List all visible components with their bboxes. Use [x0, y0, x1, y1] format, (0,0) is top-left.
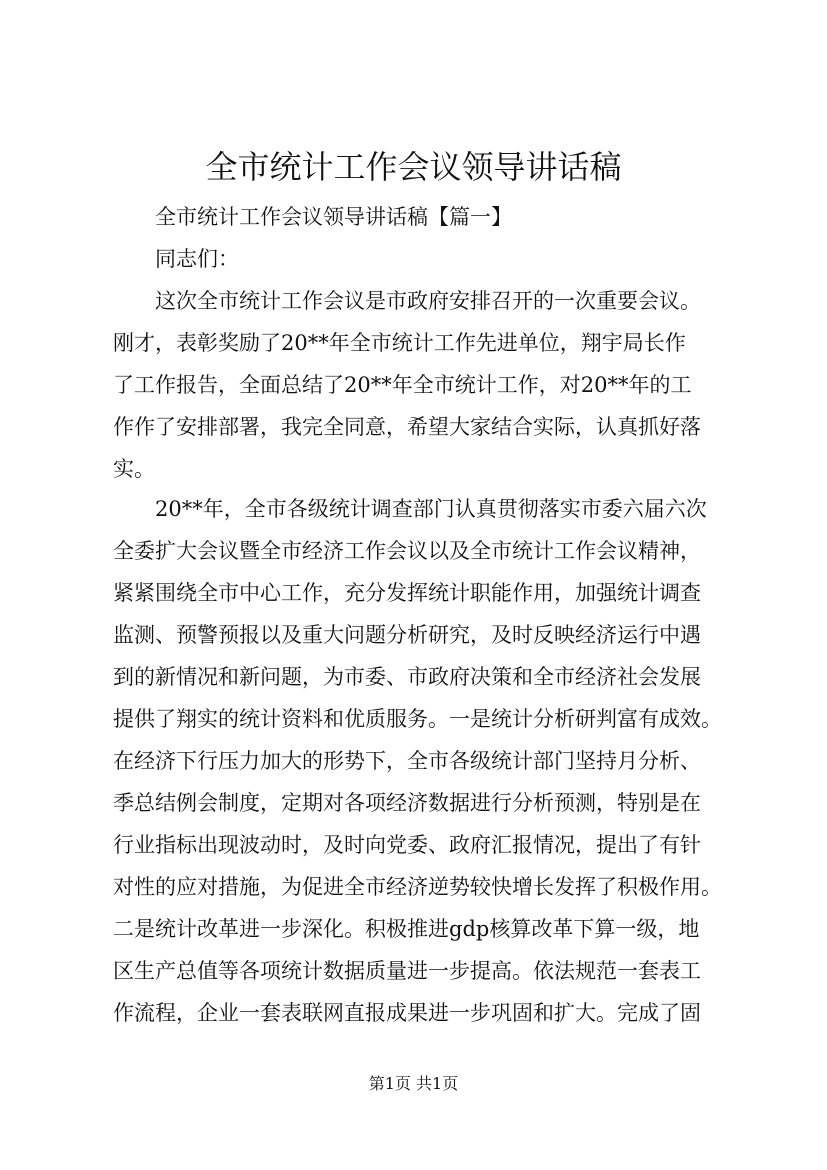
salutation: 同志们： — [155, 247, 239, 271]
page-title: 全市统计工作会议领导讲话稿 — [205, 148, 622, 186]
paragraph-2-line: 到的新情况和新问题，为市委、市政府决策和全市经济社会发展 — [113, 665, 701, 689]
paragraph-2-line: 监测、预警预报以及重大问题分析研究，及时反映经济运行中遇 — [113, 623, 701, 647]
paragraph-1-line: 这次全市统计工作会议是市政府安排召开的一次重要会议。 — [155, 289, 701, 313]
paragraph-2-line: 20**年，全市各级统计调查部门认真贯彻落实市委六届六次 — [155, 497, 707, 521]
paragraph-1-line: 作作了安排部署，我完全同意，希望大家结合实际，认真抓好落 — [113, 415, 701, 439]
paragraph-1-line: 了工作报告，全面总结了20**年全市统计工作，对20**年的工 — [113, 373, 692, 397]
document-subtitle: 全市统计工作会议领导讲话稿【篇一】 — [155, 205, 512, 229]
paragraph-2-line: 区生产总值等各项统计数据质量进一步提高。依法规范一套表工 — [113, 959, 701, 983]
paragraph-2-line: 作流程，企业一套表联网直报成果进一步巩固和扩大。完成了固 — [113, 1001, 701, 1025]
paragraph-2-line: 对性的应对措施，为促进全市经济逆势较快增长发挥了积极作用。 — [113, 875, 722, 899]
paragraph-1-line: 实。 — [113, 457, 155, 481]
paragraph-1-line: 刚才，表彰奖励了20**年全市统计工作先进单位，翔宇局长作 — [113, 331, 686, 355]
page-number-footer: 第1页 共1页 — [368, 1074, 459, 1093]
paragraph-2-line: 提供了翔实的统计资料和优质服务。一是统计分析研判富有成效。 — [113, 707, 722, 731]
paragraph-2-line: 行业指标出现波动时，及时向党委、政府汇报情况，提出了有针 — [113, 833, 701, 857]
paragraph-2-line: 紧紧围绕全市中心工作，充分发挥统计职能作用，加强统计调查 — [113, 581, 701, 605]
paragraph-2-line: 季总结例会制度，定期对各项经济数据进行分析预测，特别是在 — [113, 791, 701, 815]
paragraph-2-line: 二是统计改革进一步深化。积极推进gdp核算改革下算一级，地 — [113, 917, 700, 941]
paragraph-2-line: 在经济下行压力加大的形势下，全市各级统计部门坚持月分析、 — [113, 749, 701, 773]
paragraph-2-line: 全委扩大会议暨全市经济工作会议以及全市统计工作会议精神， — [113, 539, 701, 563]
